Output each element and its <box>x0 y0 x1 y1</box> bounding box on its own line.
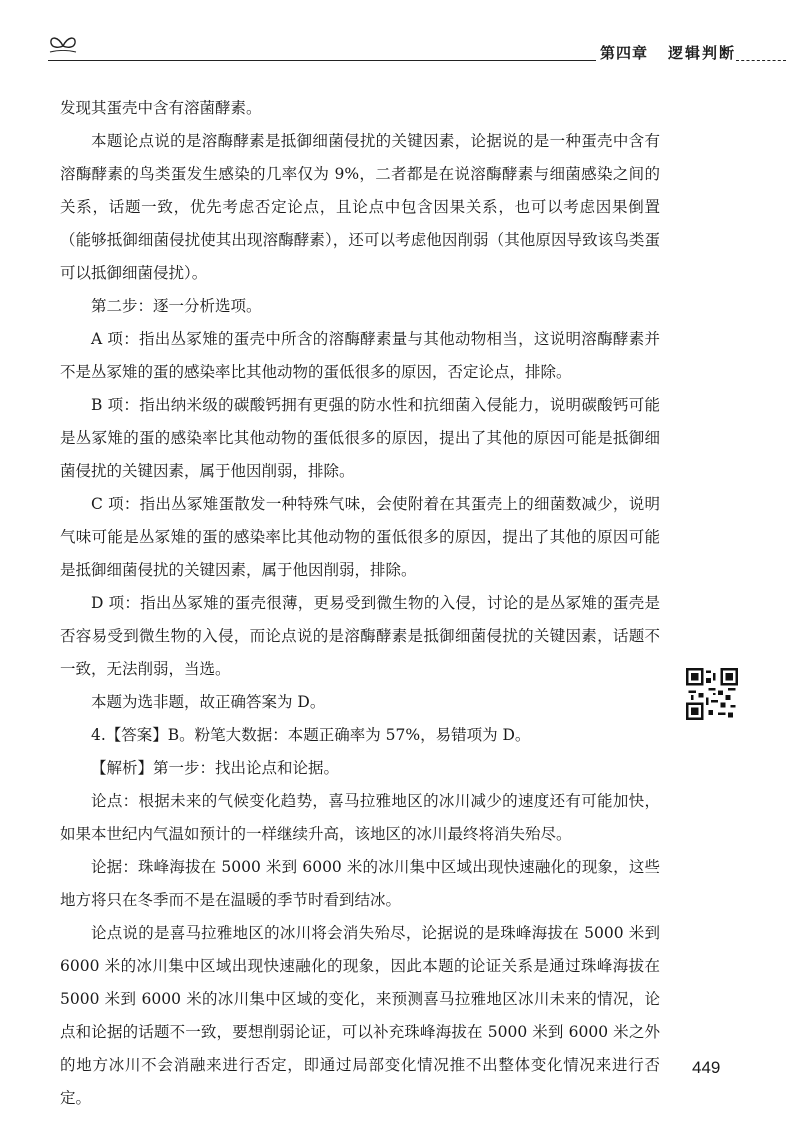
paragraph: B 项：指出纳米级的碳酸钙拥有更强的防水性和抗细菌入侵能力，说明碳酸钙可能是丛冢雉的蛋的感染率比其他动物的蛋低很多的原因，提出了其他的原因可能是抵御细菌侵扰的关键因素，属于他因削弱，排除。 <box>60 396 660 480</box>
paragraph: D 项：指出丛冢雉的蛋壳很薄，更易受到微生物的入侵，讨论的是丛冢雉的蛋壳是否容易受到微生物的入侵，而论点说的是溶酶酵素是抵御细菌侵扰的关键因素，话题不一致，无法削弱，当选。 <box>60 594 660 678</box>
analysis-label: 【解析】 <box>91 759 154 777</box>
answer-line <box>60 719 660 752</box>
answer-text: B。粉笔大数据：本题正确率为 57%，易错项为 D。 <box>167 726 531 744</box>
paragraph: C 项：指出丛冢雉蛋散发一种特殊气味，会使附着在其蛋壳上的细菌数减少，说明气味可能是丛冢雉的蛋的感染率比其他动物的蛋低很多的原因，提出了其他的原因可能是抵御细菌侵扰的关键因素，属于他因削弱，排除。 <box>60 495 660 579</box>
analysis-step: 第一步：找出论点和论据。 <box>153 759 340 777</box>
paragraph: 论点：根据未来的气候变化趋势，喜马拉雅地区的冰川减少的速度还有可能加快，如果本世纪内气温如预计的一样继续升高，该地区的冰川最终将消失殆尽。 <box>60 792 660 843</box>
paragraph: 本题论点说的是溶酶酵素是抵御细菌侵扰的关键因素，论据说的是一种蛋壳中含有溶酶酵素的鸟类蛋发生感染的几率仅为 9%，二者都是在说溶酶酵素与细菌感染之间的关系，话题一致，优先考虑否定论点，且论点中包含因果关系，也可以考虑因果倒置（能够抵御细菌侵扰使其出现溶酶酵素），还可以考虑他因削弱（其他原因导致该鸟类蛋可以抵御细菌侵扰）。 <box>60 132 660 282</box>
paragraph: 第二步：逐一分析选项。 <box>91 297 262 315</box>
main-content <box>60 92 660 1115</box>
answer-prefix: 4.【答案】 <box>91 726 168 744</box>
qr-code-icon[interactable] <box>686 668 738 720</box>
chapter-title: 逻辑判断 <box>668 44 737 62</box>
header-dash <box>736 60 786 61</box>
page-header <box>48 28 760 68</box>
chapter-label: 第四章 <box>600 44 649 62</box>
analysis-line <box>60 752 660 785</box>
book-logo-icon <box>48 32 78 56</box>
paragraph: 发现其蛋壳中含有溶菌酵素。 <box>60 99 262 117</box>
header-rule <box>48 60 596 61</box>
paragraph: 论据：珠峰海拔在 5000 米到 6000 米的冰川集中区域出现快速融化的现象，这些地方将只在冬季而不是在温暖的季节时看到结冰。 <box>60 858 660 909</box>
paragraph: A 项：指出丛冢雉的蛋壳中所含的溶酶酵素量与其他动物相当，这说明溶酶酵素并不是丛冢雉的蛋的感染率比其他动物的蛋低很多的原因，否定论点，排除。 <box>60 330 660 381</box>
page-number: 449 <box>692 1058 721 1077</box>
paragraph: 本题为选非题，故正确答案为 D。 <box>91 693 326 711</box>
paragraph: 论点说的是喜马拉雅地区的冰川将会消失殆尽，论据说的是珠峰海拔在 5000 米到 6000 米的冰川集中区域出现快速融化的现象，因此本题的论证关系是通过珠峰海拔在 5000 米到 6000 米的冰川集中区域的变化，来预测喜马拉雅地区冰川未来的情况，论点和论据的话题不一致，要想削弱论证，可以补充珠峰海拔在 5000 米到 6000 米之外的地方冰川不会消融来进行否定，即通过局部变化情况推不出整体变化情况来进行否定。 <box>60 924 660 1107</box>
